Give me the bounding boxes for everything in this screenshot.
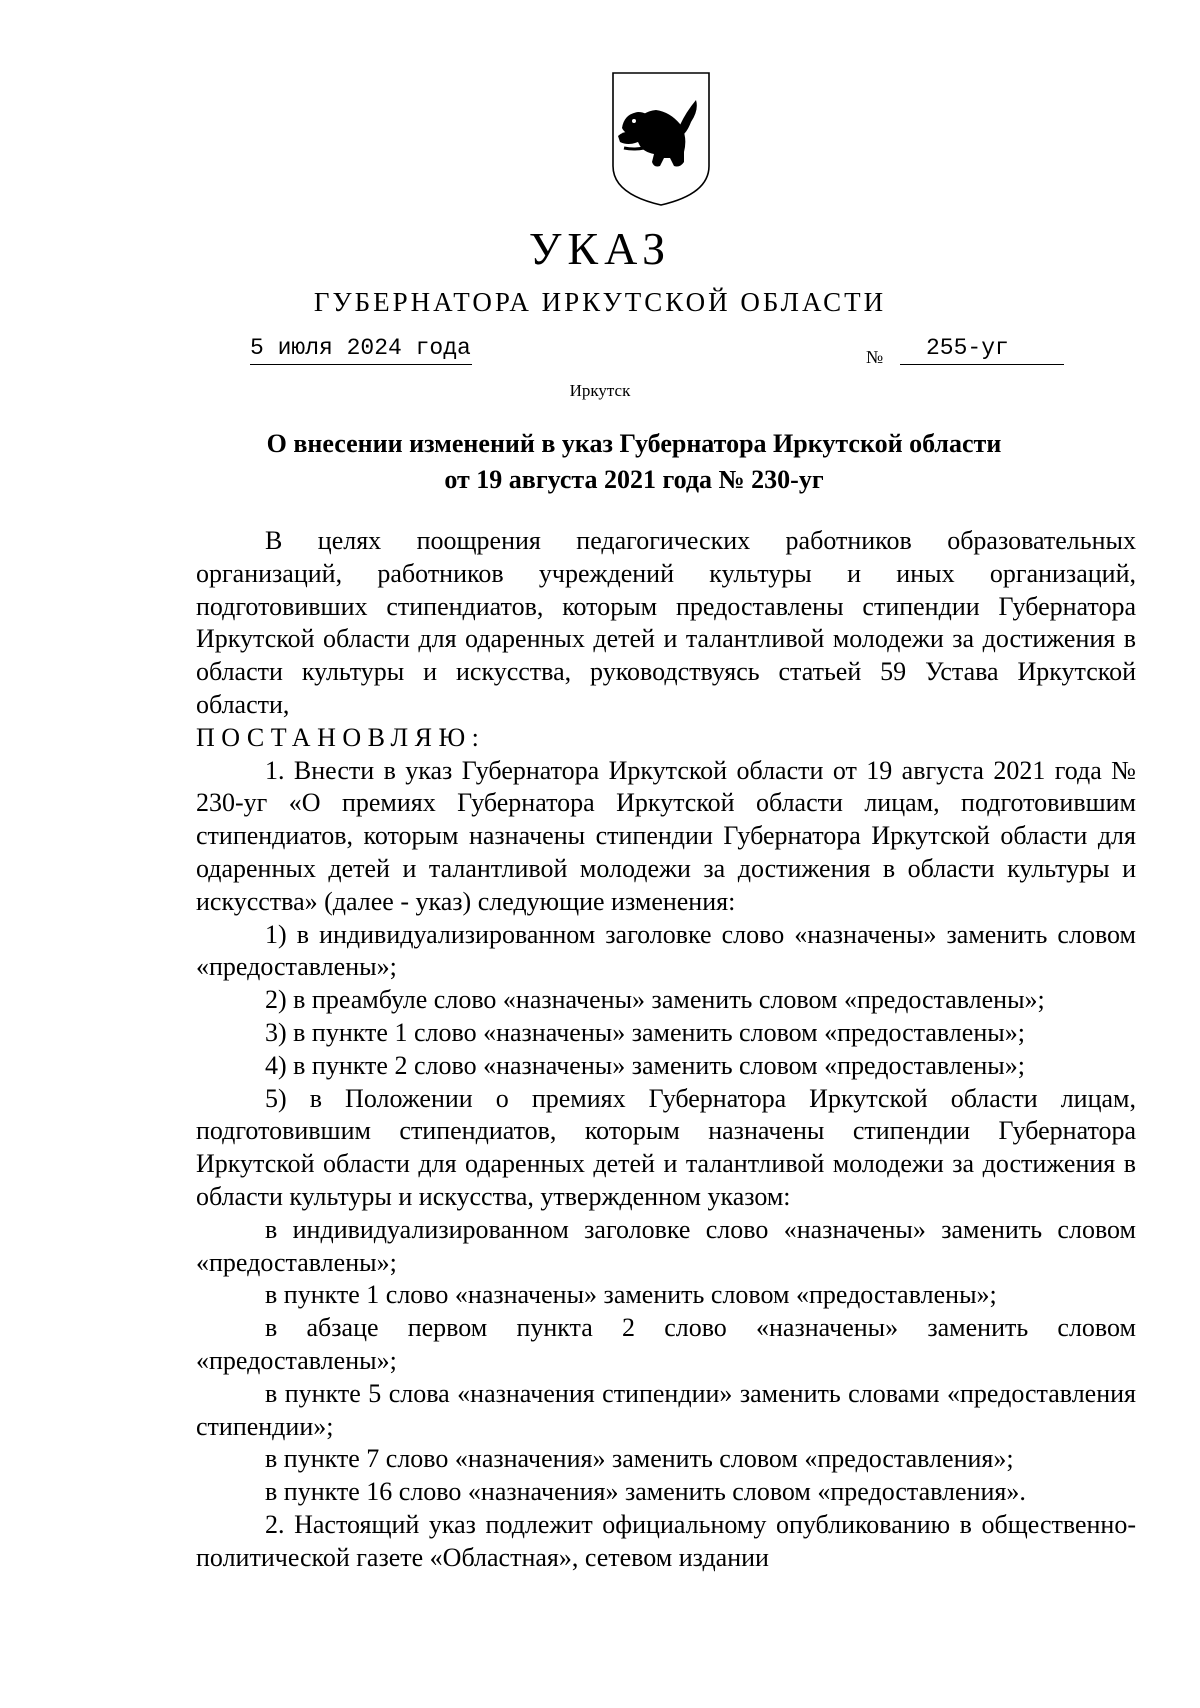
body-paragraph: 1) в индивидуализированном заголовке слово «назначены» заменить словом «предоставлены»; — [196, 919, 1136, 982]
issuing-authority: ГУБЕРНАТОРА ИРКУТСКОЙ ОБЛАСТИ — [313, 287, 887, 317]
document-type-title: УКАЗ — [528, 223, 672, 274]
body-paragraph: в пункте 5 слова «назначения стипендии» заменить словами «предоставления стипендии»; — [196, 1378, 1136, 1441]
document-number-label: № — [866, 347, 884, 367]
body-paragraph: 4) в пункте 2 слово «назначены» заменить словом «предоставлены»; — [265, 1050, 1025, 1080]
body-paragraph: в индивидуализированном заголовке слово «назначены» заменить словом «предоставлены»; — [196, 1214, 1136, 1277]
document-number: 255-уг — [900, 333, 1064, 365]
subject-title-line-1: О внесении изменений в указ Губернатора Иркутской области — [266, 429, 1002, 458]
coat-of-arms-icon — [610, 70, 712, 208]
preamble-paragraph: В целях поощрения педагогических работников образовательных организаций, работников учреждений культуры и иных организаций, подготовивших стипендиатов, которым предоставлены стипендии Губернатора Иркутской области для одаренных детей и талантливой молодежи за достижения в области культуры и искусства, руководствуясь статьей 59 Устава Иркутской области, — [196, 526, 1136, 719]
body-paragraph: 1. Внести в указ Губернатора Иркутской области от 19 августа 2021 года № 230-уг «О премиях Губернатора Иркутской области лицам, подготовившим стипендиатов, которым назначены стипендии Губернатора Иркутской области для одаренных детей и талантливой молодежи за достижения в области культуры и искусства» (далее - указ) следующие изменения: — [196, 755, 1136, 916]
document-date: 5 июля 2024 года — [250, 333, 472, 365]
subject-title-line-2: от 19 августа 2021 года № 230-уг — [444, 465, 824, 494]
body-paragraph: в абзаце первом пункта 2 слово «назначены» заменить словом «предоставлены»; — [196, 1313, 1136, 1375]
body-paragraph: в пункте 1 слово «назначены» заменить словом «предоставлены»; — [265, 1280, 997, 1310]
body-paragraph: 2) в преамбуле слово «назначены» заменить словом «предоставлены»; — [265, 985, 1045, 1015]
document-body — [196, 525, 1136, 1575]
document-city: Иркутск — [569, 381, 631, 400]
body-paragraph: 2. Настоящий указ подлежит официальному опубликованию в общественно-политической газете «Областная», сетевом издании — [196, 1509, 1136, 1572]
body-paragraph: в пункте 16 слово «назначения» заменить словом «предоставления». — [265, 1477, 1026, 1507]
document-subject-title — [200, 426, 1068, 498]
body-paragraph: в пункте 7 слово «назначения» заменить словом «предоставления»; — [265, 1444, 1014, 1474]
decree-word: ПОСТАНОВЛЯЮ: — [196, 722, 486, 752]
body-paragraph: 5) в Положении о премиях Губернатора Иркутской области лицам, подготовившим стипендиатов, которым назначены стипендии Губернатора Иркутской области для одаренных детей и талантливой молодежи за достижения в области культуры и искусства, утвержденном указом: — [196, 1083, 1136, 1211]
body-paragraph: 3) в пункте 1 слово «назначены» заменить словом «предоставлены»; — [265, 1017, 1025, 1047]
